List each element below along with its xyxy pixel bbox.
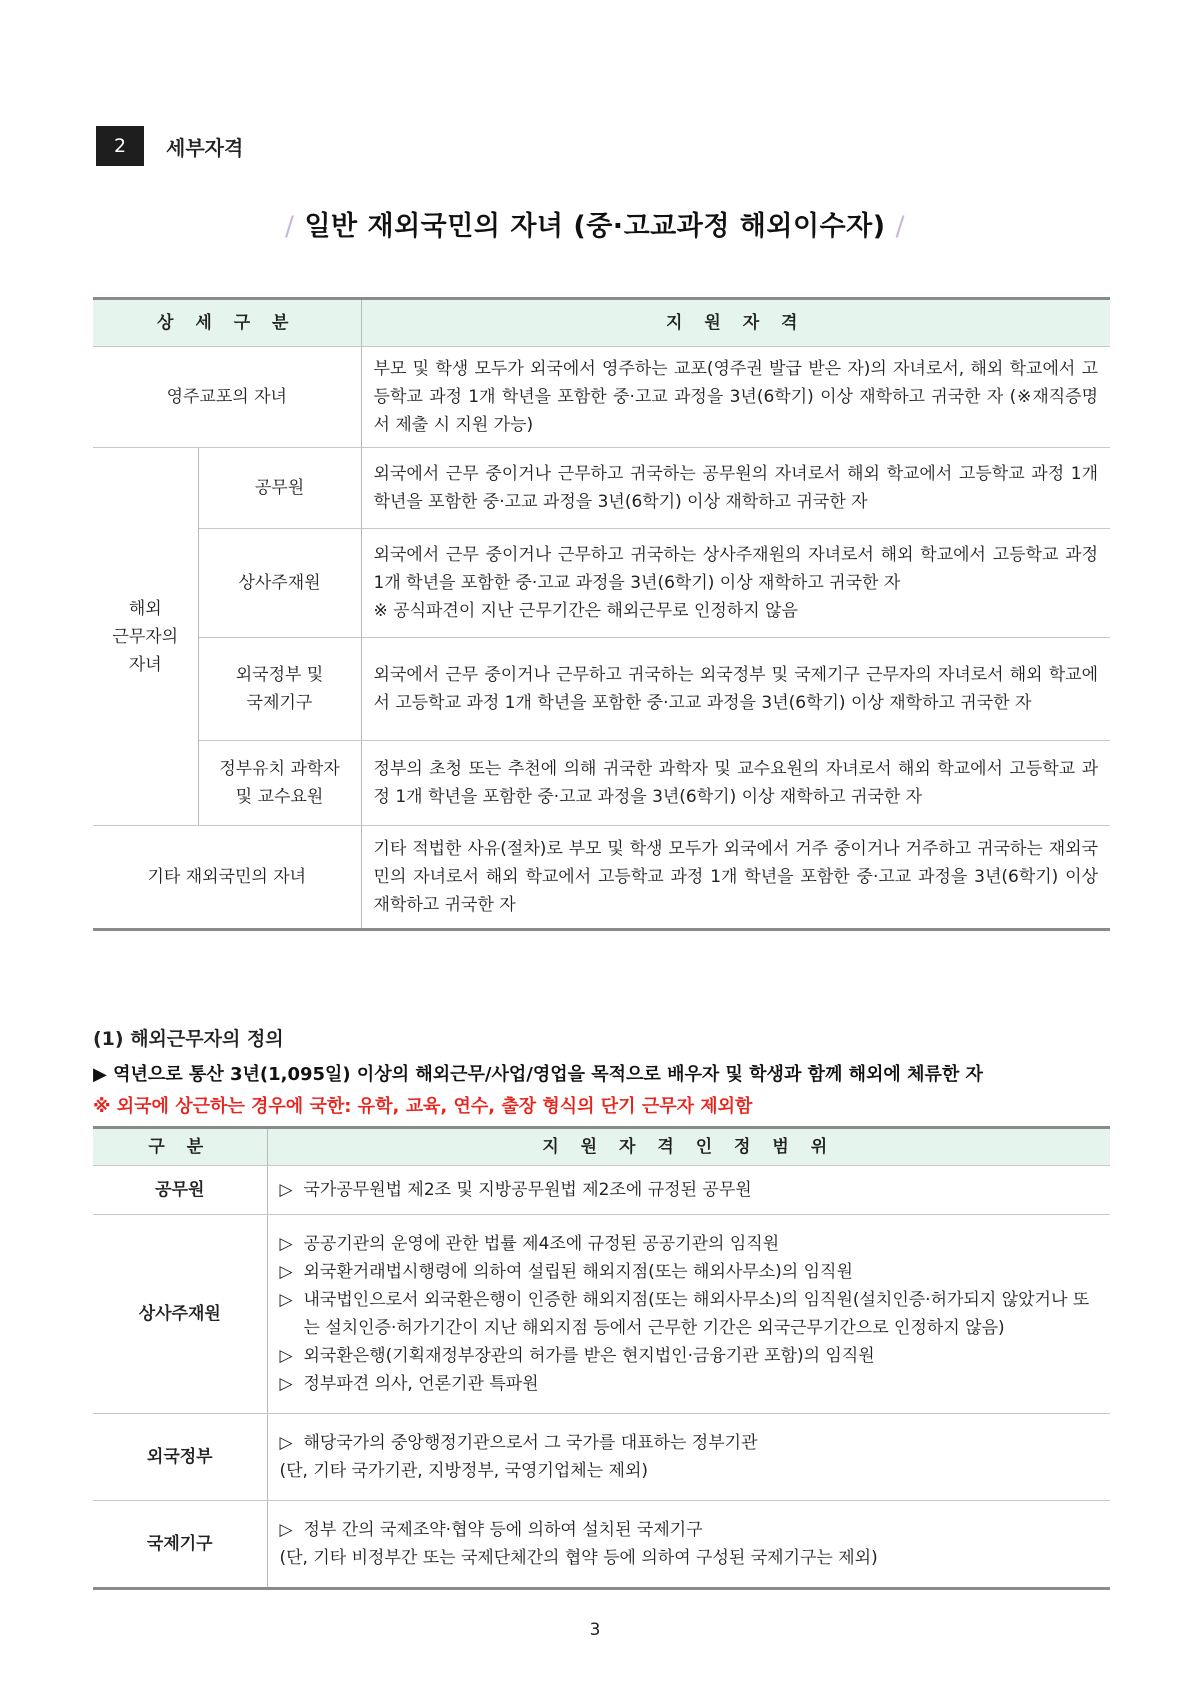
list-item [280,1258,1099,1286]
title-slash-left: / [284,211,295,242]
table-row [93,529,1110,638]
row-qualification: 정부의 초청 또는 추천에 의해 귀국한 과학자 및 교수요원의 자녀로서 해외 학교에서 고등학교 과정 1개 학년을 포함한 중·고교 과정을 3년(6학기) 이상 재학하고 귀국한 자 [361,741,1110,826]
row-category: 상사주재원 [93,1215,267,1414]
table-row [93,1414,1110,1501]
row-scope [267,1166,1110,1215]
header-scope: 지 원 자 격 인 정 범 위 [267,1128,1110,1166]
definition-heading: (1) 해외근무자의 정의 [93,1028,284,1050]
triangle-icon: ▷ [279,1346,293,1366]
list-item-text: 내국법인으로서 외국환은행이 인증한 해외지점(또는 해외사무소)의 임직원(설치인증·허가되지 않았거나 또는 설치인증·허가기간이 지난 해외지점 등에서 근무한 기간은 외국근무기간으로 인정하지 않음) [303,1290,1090,1338]
row-qualification: 기타 적법한 사유(절차)로 부모 및 학생 모두가 외국에서 거주 중이거나 거주하고 귀국하는 재외국민의 자녀로서 해외 학교에서 고등학교 과정 1개 학년을 포함한 중·고교 과정을 3년(6학기) 이상 재학하고 귀국한 자 [373,839,1099,915]
row-category: 공무원 [93,1166,267,1215]
triangle-icon: ▷ [279,1234,293,1254]
row-scope [267,1414,1110,1501]
header-category: 상 세 구 분 [93,299,361,347]
sub-category [198,638,361,741]
qualification-table [93,297,1110,931]
triangle-icon: ▷ [279,1374,293,1394]
triangle-icon: ▷ [279,1290,293,1310]
group-label-line: 해외 [128,598,162,619]
section-number: 2 [96,126,144,166]
triangle-icon: ▷ [279,1180,293,1200]
title-text: 일반 재외국민의 자녀 (중·고교과정 해외이수자) [304,211,886,242]
list-item [280,1370,1099,1398]
table-row [93,741,1110,826]
row-scope [267,1215,1110,1414]
sub-category [198,529,361,638]
list-item [280,1429,1099,1457]
row-scope [267,1501,1110,1589]
recognition-table [93,1126,1110,1590]
list-item-exception: (단, 기타 국가기관, 지방정부, 국영기업체는 제외) [279,1461,649,1481]
row-category: 기타 재외국민의 자녀 [93,826,361,930]
section-title: 세부자격 [166,135,244,160]
list-item [280,1342,1099,1370]
triangle-icon: ▷ [279,1262,293,1282]
title-slash-right: / [895,211,906,242]
sub-label-line: 공무원 [254,478,305,498]
sub-label-line: 정부유치 과학자 [219,759,340,779]
page-number: 3 [589,1620,601,1640]
list-item-text: 외국환은행(기획재정부장관의 허가를 받은 현지법인·금융기관 포함)의 임직원 [303,1346,875,1366]
qualification-text: 외국에서 근무 중이거나 근무하고 귀국하는 상사주재원의 자녀로서 해외 학교에서 고등학교 과정 1개 학년을 포함한 중·고교 과정을 3년(6학기) 이상 재학하고 귀국한 자 [373,545,1099,593]
table-row [93,448,1110,529]
row-category: 국제기구 [93,1501,267,1589]
list-item [280,1516,1099,1544]
sub-category [198,448,361,529]
row-category: 외국정부 [93,1414,267,1501]
table-header-row [93,299,1110,347]
qualification-note: ※ 공식파견이 지난 근무기간은 해외근무로 인정하지 않음 [373,601,798,621]
definition-line: ▶ 역년으로 통산 3년(1,095일) 이상의 해외근무/사업/영업을 목적으로 배우자 및 학생과 함께 해외에 체류한 자 [93,1064,983,1085]
row-qualification: 외국에서 근무 중이거나 근무하고 귀국하는 공무원의 자녀로서 해외 학교에서 고등학교 과정 1개 학년을 포함한 중·고교 과정을 3년(6학기) 이상 재학하고 귀국한 자 [361,448,1110,529]
sub-label-line: 외국정부 및 [235,665,324,685]
list-item-exception: (단, 기타 비정부간 또는 국제단체간의 협약 등에 의하여 구성된 국제기구는 제외) [279,1548,878,1568]
table-row [93,1166,1110,1215]
list-item-text: 정부파견 의사, 언론기관 특파원 [303,1374,539,1394]
list-item [280,1286,1099,1342]
sub-label-line: 상사주재원 [238,573,321,593]
table-row [93,347,1110,448]
group-label-line: 자녀 [128,654,162,675]
table-row [93,826,1110,930]
definition-note: ※ 외국에 상근하는 경우에 국한: 유학, 교육, 연수, 출장 형식의 단기 근무자 제외함 [93,1096,753,1117]
row-qualification: 부모 및 학생 모두가 외국에서 영주하는 교포(영주권 발급 받은 자)의 자녀로서, 해외 학교에서 고등학교 과정 1개 학년을 포함한 중·고교 과정을 3년(6학기) 이상 재학하고 귀국한 자 (※재직증명서 제출 시 지원 가능) [361,347,1110,448]
page-title [0,204,1190,243]
row-category: 영주교포의 자녀 [93,347,361,448]
list-item-text: 공공기관의 운영에 관한 법률 제4조에 규정된 공공기관의 임직원 [303,1234,780,1254]
sub-label-line: 및 교수요원 [235,787,324,807]
triangle-icon: ▷ [279,1433,293,1453]
list-item-text: 해당국가의 중앙행정기관으로서 그 국가를 대표하는 정부기관 [303,1433,758,1453]
list-item-text: 외국환거래법시행령에 의하여 설립된 해외지점(또는 해외사무소)의 임직원 [303,1262,853,1282]
table-header-row [93,1128,1110,1166]
list-item-text: 정부 간의 국제조약·협약 등에 의하여 설치된 국제기구 [303,1520,703,1540]
group-overseas-workers [93,448,198,826]
row-qualification: 외국에서 근무 중이거나 근무하고 귀국하는 외국정부 및 국제기구 근무자의 자녀로서 해외 학교에서 고등학교 과정 1개 학년을 포함한 중·고교 과정을 3년(6학기) 이상 재학하고 귀국한 자 [361,638,1110,741]
table-row [93,638,1110,741]
sub-label-line: 국제기구 [246,693,313,713]
table-row [93,1501,1110,1589]
list-item [280,1176,1099,1204]
row-qualification [361,529,1110,638]
list-item [280,1230,1099,1258]
list-item-text: 국가공무원법 제2조 및 지방공무원법 제2조에 규정된 공무원 [303,1180,752,1200]
table-row [93,1215,1110,1414]
section-header [96,126,243,166]
triangle-icon: ▷ [279,1520,293,1540]
group-label-line: 근무자의 [112,626,179,647]
header-category: 구 분 [93,1128,267,1166]
header-qualification: 지 원 자 격 [361,299,1110,347]
sub-category [198,741,361,826]
